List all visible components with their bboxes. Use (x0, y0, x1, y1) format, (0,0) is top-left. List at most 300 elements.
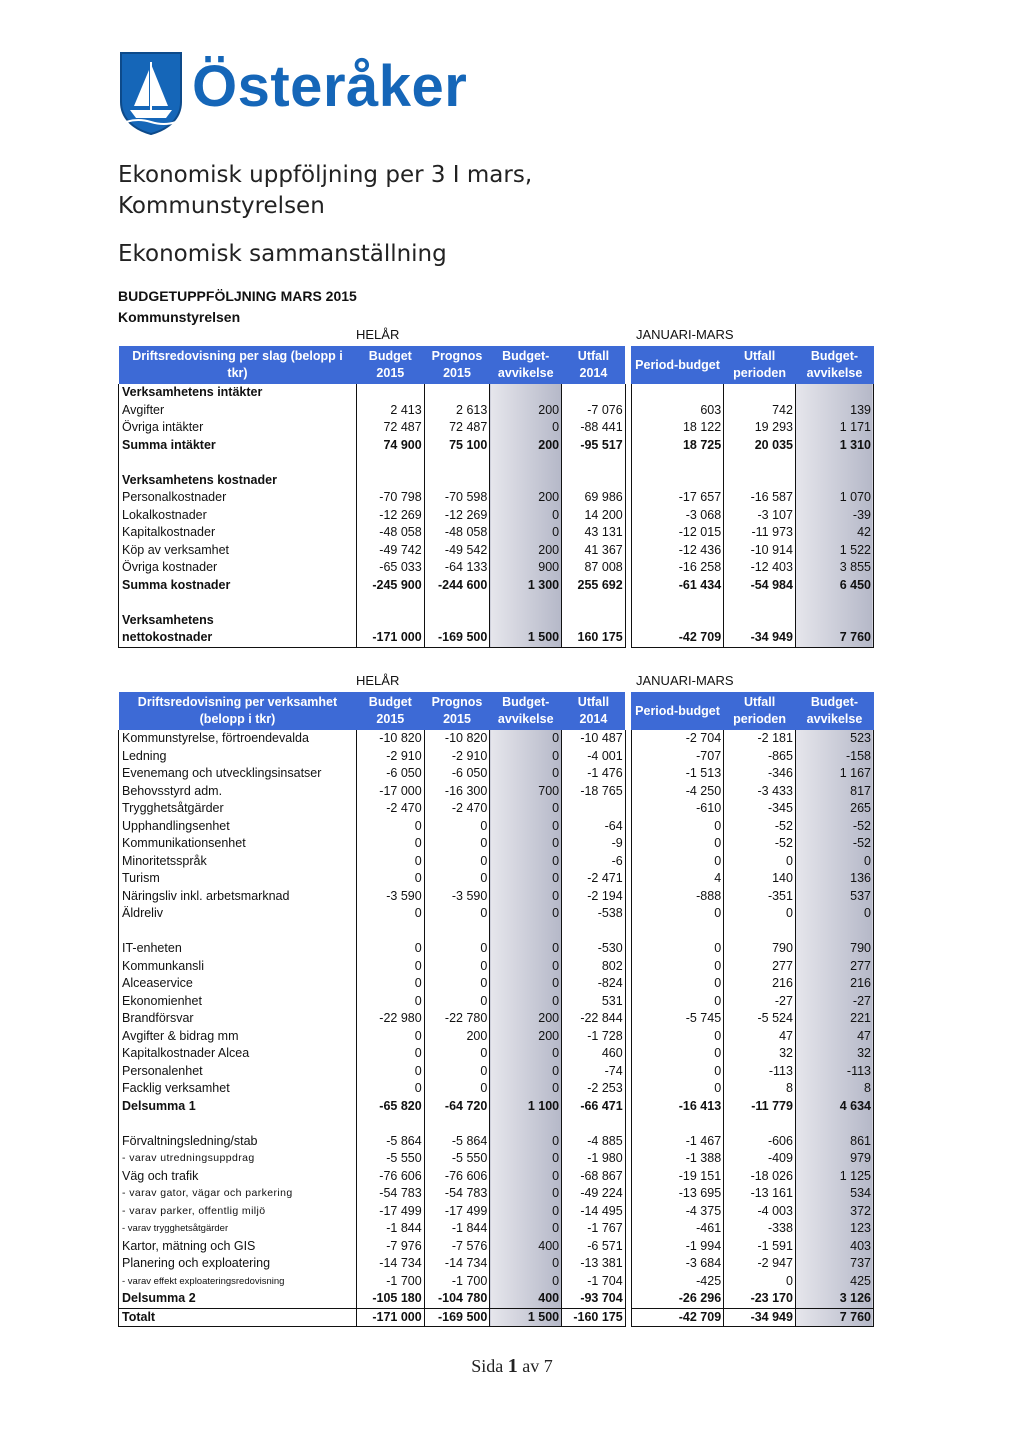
cell-value: -5 550 (424, 1150, 490, 1168)
cell-value: -54 783 (424, 1185, 490, 1203)
cell-value (724, 1115, 796, 1133)
cell-value: -16 300 (424, 783, 490, 801)
cell-value (356, 612, 424, 630)
cell-value: -42 709 (631, 1308, 723, 1327)
cell-value: -34 949 (724, 629, 796, 647)
table-row (119, 905, 874, 923)
cell-value: -351 (724, 888, 796, 906)
cell-value: 0 (424, 905, 490, 923)
cell-value: -66 471 (562, 1098, 626, 1116)
cell-value: -171 000 (356, 629, 424, 647)
table-row (119, 1028, 874, 1046)
cell-value: 75 100 (424, 437, 490, 455)
cell-value: 534 (795, 1185, 873, 1203)
cell-value: -49 542 (424, 542, 490, 560)
cell-value: 0 (424, 993, 490, 1011)
cell-value: 0 (490, 958, 562, 976)
cell-value: -88 441 (562, 419, 626, 437)
cell-value: -93 704 (562, 1290, 626, 1308)
budget-heading: BUDGETUPPFÖLJNING MARS 2015 (118, 288, 357, 304)
cell-value: -74 (562, 1063, 626, 1081)
cell-value: 200 (490, 437, 562, 455)
cell-value: 1 125 (795, 1168, 873, 1186)
cell-value: 0 (631, 853, 723, 871)
table-row (119, 940, 874, 958)
table-row (119, 1255, 874, 1273)
row-label: Avgifter & bidrag mm (119, 1028, 357, 1046)
cell-value: -16 587 (724, 489, 796, 507)
cell-value: 140 (724, 870, 796, 888)
cell-value (562, 454, 626, 472)
cell-value: -7 976 (356, 1238, 424, 1256)
table-row (119, 1150, 874, 1168)
table-row (119, 384, 874, 402)
cell-value: 87 008 (562, 559, 626, 577)
column-header: Budget-avvikelse (795, 346, 873, 384)
cell-value: 0 (356, 993, 424, 1011)
row-label: Kapitalkostnader (119, 524, 357, 542)
cell-value (562, 1115, 626, 1133)
cell-value: -54 984 (724, 577, 796, 595)
row-label (119, 454, 357, 472)
table-row (119, 594, 874, 612)
cell-value: 41 367 (562, 542, 626, 560)
row-label: IT-enheten (119, 940, 357, 958)
page-title: Ekonomisk uppföljning per 3 I mars, (118, 162, 533, 188)
cell-value: -52 (724, 818, 796, 836)
cell-value: -1 994 (631, 1238, 723, 1256)
cell-value: 531 (562, 993, 626, 1011)
cell-value: -3 068 (631, 507, 723, 525)
table-row (119, 472, 874, 490)
cell-value: 4 634 (795, 1098, 873, 1116)
cell-value: 0 (424, 1063, 490, 1081)
cell-value (795, 923, 873, 941)
cell-value: -105 180 (356, 1290, 424, 1308)
table-row (119, 1290, 874, 1308)
cell-value: 0 (424, 975, 490, 993)
cell-value (356, 923, 424, 941)
table-row (119, 1273, 874, 1291)
cell-value: 817 (795, 783, 873, 801)
cell-value: 0 (424, 835, 490, 853)
cell-value: 0 (490, 870, 562, 888)
cell-value: 0 (424, 1045, 490, 1063)
cell-value (490, 1115, 562, 1133)
cell-value: -17 499 (424, 1203, 490, 1221)
table-row (119, 800, 874, 818)
cell-value (490, 594, 562, 612)
cell-value: 0 (724, 1273, 796, 1291)
cell-value: -12 436 (631, 542, 723, 560)
cell-value: 20 035 (724, 437, 796, 455)
table-row (119, 629, 874, 647)
cell-value: 72 487 (424, 419, 490, 437)
cell-value: 200 (490, 1010, 562, 1028)
cell-value: -888 (631, 888, 723, 906)
cell-value: 0 (631, 993, 723, 1011)
cell-value: 0 (490, 800, 562, 818)
cell-value (724, 923, 796, 941)
column-header: Prognos 2015 (424, 346, 490, 384)
cell-value: 0 (631, 1080, 723, 1098)
cell-value: -7 576 (424, 1238, 490, 1256)
row-label: Alceaservice (119, 975, 357, 993)
cell-value: 277 (724, 958, 796, 976)
cell-value: -4 885 (562, 1133, 626, 1151)
cell-value (724, 472, 796, 490)
cell-value: -49 224 (562, 1185, 626, 1203)
cell-value: -1 467 (631, 1133, 723, 1151)
cell-value: -707 (631, 748, 723, 766)
row-label: Lokalkostnader (119, 507, 357, 525)
cell-value: 0 (631, 975, 723, 993)
cell-value (424, 594, 490, 612)
cell-value (724, 612, 796, 630)
cell-value: -425 (631, 1273, 723, 1291)
cell-value: 18 122 (631, 419, 723, 437)
row-label: - varav gator, vägar och parkering (119, 1185, 357, 1203)
cell-value: -18 026 (724, 1168, 796, 1186)
cell-value: 277 (795, 958, 873, 976)
cell-value (356, 594, 424, 612)
cell-value: 0 (631, 1045, 723, 1063)
row-label (119, 1115, 357, 1133)
cell-value: 0 (490, 940, 562, 958)
cell-value: -1 476 (562, 765, 626, 783)
cell-value: -2 910 (356, 748, 424, 766)
cell-value: 1 500 (490, 629, 562, 647)
cell-value: 0 (356, 1045, 424, 1063)
cell-value: -13 695 (631, 1185, 723, 1203)
cell-value: 1 522 (795, 542, 873, 560)
row-label: Kommunstyrelse, förtroendevalda (119, 730, 357, 748)
cell-value: -1 980 (562, 1150, 626, 1168)
footer-prefix: Sida (471, 1356, 504, 1376)
cell-value (631, 454, 723, 472)
cell-value: 200 (490, 1028, 562, 1046)
cell-value: -2 947 (724, 1255, 796, 1273)
table-row (119, 730, 874, 748)
cell-value: 6 450 (795, 577, 873, 595)
cell-value: -11 973 (724, 524, 796, 542)
cell-value: -4 003 (724, 1203, 796, 1221)
cell-value (631, 923, 723, 941)
row-label: Verksamhetens (119, 612, 357, 630)
cell-value: -14 495 (562, 1203, 626, 1221)
cell-value: 0 (490, 1273, 562, 1291)
row-label: Övriga kostnader (119, 559, 357, 577)
cell-value: 790 (795, 940, 873, 958)
cell-value: 255 692 (562, 577, 626, 595)
row-label: Planering och exploatering (119, 1255, 357, 1273)
cell-value: 603 (631, 402, 723, 420)
cell-value: 0 (631, 835, 723, 853)
row-label: Minoritetsspråk (119, 853, 357, 871)
cell-value: -64 720 (424, 1098, 490, 1116)
cell-value: -22 980 (356, 1010, 424, 1028)
cell-value: -3 433 (724, 783, 796, 801)
cell-value: -13 381 (562, 1255, 626, 1273)
cell-value: 72 487 (356, 419, 424, 437)
cell-value: -7 076 (562, 402, 626, 420)
cell-value: 0 (356, 870, 424, 888)
cell-value: 737 (795, 1255, 873, 1273)
cell-value: -22 844 (562, 1010, 626, 1028)
cell-value: 0 (490, 1150, 562, 1168)
cell-value: 0 (356, 1063, 424, 1081)
cell-value (795, 1115, 873, 1133)
cell-value: -64 (562, 818, 626, 836)
cell-value: -4 001 (562, 748, 626, 766)
table-row (119, 1115, 874, 1133)
cell-value: -10 914 (724, 542, 796, 560)
cell-value: -19 151 (631, 1168, 723, 1186)
cell-value: -27 (724, 993, 796, 1011)
cell-value (795, 384, 873, 402)
cell-value: -26 296 (631, 1290, 723, 1308)
table-row (119, 818, 874, 836)
cell-value: -2 704 (631, 730, 723, 748)
cell-value: 7 760 (795, 1308, 873, 1327)
cell-value: -158 (795, 748, 873, 766)
cell-value: 0 (356, 905, 424, 923)
column-header: Budget-avvikelse (795, 692, 873, 730)
column-header: Period-budget (631, 346, 723, 384)
cell-value: -34 949 (724, 1308, 796, 1327)
cell-value: 861 (795, 1133, 873, 1151)
cell-value: -13 161 (724, 1185, 796, 1203)
cell-value: 0 (356, 975, 424, 993)
cell-value (562, 800, 626, 818)
table-row (119, 1098, 874, 1116)
row-label: Kartor, mätning och GIS (119, 1238, 357, 1256)
cell-value: 802 (562, 958, 626, 976)
cell-value (631, 384, 723, 402)
cell-value: 425 (795, 1273, 873, 1291)
cell-value: -3 684 (631, 1255, 723, 1273)
cell-value (724, 454, 796, 472)
footer-mid: av (522, 1356, 540, 1376)
row-label: Verksamhetens intäkter (119, 384, 357, 402)
cell-value: -5 864 (356, 1133, 424, 1151)
table-row (119, 524, 874, 542)
cell-value: 0 (490, 993, 562, 1011)
cell-value: 0 (356, 1080, 424, 1098)
cell-value: -2 253 (562, 1080, 626, 1098)
cell-value (795, 594, 873, 612)
cell-value: 0 (490, 975, 562, 993)
cell-value: -17 657 (631, 489, 723, 507)
period-label-quarter: JANUARI-MARS (636, 327, 734, 342)
row-label: Delsumma 2 (119, 1290, 357, 1308)
cell-value: -5 524 (724, 1010, 796, 1028)
cell-value: -1 728 (562, 1028, 626, 1046)
table-row (119, 437, 874, 455)
row-label: Kommunkansli (119, 958, 357, 976)
cell-value (562, 594, 626, 612)
cell-value: -17 000 (356, 783, 424, 801)
cell-value: -6 050 (424, 765, 490, 783)
cell-value: -538 (562, 905, 626, 923)
cell-value (356, 1115, 424, 1133)
cell-value (490, 454, 562, 472)
table-row (119, 1168, 874, 1186)
row-label: Personalkostnader (119, 489, 357, 507)
cell-value: 0 (795, 853, 873, 871)
cell-value: 1 100 (490, 1098, 562, 1116)
cell-value (490, 923, 562, 941)
row-label: Näringsliv inkl. arbetsmarknad (119, 888, 357, 906)
cell-value: 0 (490, 1220, 562, 1238)
table-row (119, 402, 874, 420)
cell-value: -12 269 (424, 507, 490, 525)
cell-value: -104 780 (424, 1290, 490, 1308)
cell-value (490, 384, 562, 402)
table-row (119, 958, 874, 976)
cell-value: 0 (490, 748, 562, 766)
cell-value: 265 (795, 800, 873, 818)
table-row (119, 835, 874, 853)
period-label-year: HELÅR (356, 327, 400, 342)
row-label: Äldreliv (119, 905, 357, 923)
cell-value: -160 175 (562, 1308, 626, 1327)
cell-value: 160 175 (562, 629, 626, 647)
cell-value: 32 (795, 1045, 873, 1063)
column-header: Utfall 2014 (562, 346, 626, 384)
cell-value: -2 470 (424, 800, 490, 818)
cell-value: 1 070 (795, 489, 873, 507)
cell-value: 74 900 (356, 437, 424, 455)
cell-value: -1 844 (356, 1220, 424, 1238)
cell-value: -865 (724, 748, 796, 766)
cell-value: 0 (356, 853, 424, 871)
cell-value: 0 (490, 1255, 562, 1273)
cell-value: 1 167 (795, 765, 873, 783)
cell-value: 0 (424, 818, 490, 836)
column-header: Budget-avvikelse (490, 346, 562, 384)
cell-value: -1 844 (424, 1220, 490, 1238)
table-header-row (119, 346, 874, 384)
cell-value: -3 107 (724, 507, 796, 525)
column-header: Utfall perioden (724, 346, 796, 384)
table-row (119, 1133, 874, 1151)
cell-value: -14 734 (356, 1255, 424, 1273)
cell-value: -48 058 (356, 524, 424, 542)
cell-value: 0 (490, 853, 562, 871)
row-label: - varav parker, offentlig miljö (119, 1203, 357, 1221)
cell-value: 0 (424, 940, 490, 958)
table-row (119, 870, 874, 888)
footer-page: 1 (507, 1355, 518, 1377)
cell-value: 14 200 (562, 507, 626, 525)
cell-value: 200 (490, 542, 562, 560)
cell-value: 0 (631, 940, 723, 958)
cell-value: 0 (490, 507, 562, 525)
cell-value (631, 594, 723, 612)
cell-value: 32 (724, 1045, 796, 1063)
cell-value: 216 (724, 975, 796, 993)
cell-value (424, 1115, 490, 1133)
cell-value (631, 472, 723, 490)
cell-value: 790 (724, 940, 796, 958)
cell-value (424, 612, 490, 630)
cell-value: 0 (490, 905, 562, 923)
cell-value: -606 (724, 1133, 796, 1151)
cell-value: 200 (424, 1028, 490, 1046)
cell-value: -530 (562, 940, 626, 958)
cell-value: 123 (795, 1220, 873, 1238)
cell-value: -68 867 (562, 1168, 626, 1186)
cell-value: 0 (490, 888, 562, 906)
cell-value: 0 (631, 905, 723, 923)
table-row (119, 454, 874, 472)
cell-value: 523 (795, 730, 873, 748)
cell-value: -9 (562, 835, 626, 853)
cell-value: 0 (356, 958, 424, 976)
column-header: Budget 2015 (356, 692, 424, 730)
row-label: Summa kostnader (119, 577, 357, 595)
cell-value: 18 725 (631, 437, 723, 455)
cell-value: -2 910 (424, 748, 490, 766)
row-label: Ekonomienhet (119, 993, 357, 1011)
cell-value: -2 194 (562, 888, 626, 906)
cell-value: 0 (490, 1133, 562, 1151)
row-label: Köp av verksamhet (119, 542, 357, 560)
cell-value (424, 454, 490, 472)
cell-value: 0 (490, 818, 562, 836)
cell-value: -10 487 (562, 730, 626, 748)
page-title-line2: Kommunstyrelsen (118, 193, 325, 219)
cell-value: -65 033 (356, 559, 424, 577)
cell-value: 7 760 (795, 629, 873, 647)
table-row (119, 1185, 874, 1203)
cell-value (795, 472, 873, 490)
cell-value: -1 767 (562, 1220, 626, 1238)
period-label-year-2: HELÅR (356, 673, 400, 688)
cell-value: 0 (424, 1080, 490, 1098)
table-row (119, 1308, 874, 1327)
cell-value: -3 590 (356, 888, 424, 906)
cell-value: 0 (724, 905, 796, 923)
row-label: Kapitalkostnader Alcea (119, 1045, 357, 1063)
cell-value: -2 470 (356, 800, 424, 818)
cell-value: 0 (795, 905, 873, 923)
cell-value: -52 (795, 818, 873, 836)
row-label: - varav trygghetsåtgärder (119, 1220, 357, 1238)
cell-value (631, 1115, 723, 1133)
row-label: Trygghetsåtgärder (119, 800, 357, 818)
cell-value: 0 (356, 1028, 424, 1046)
cell-value (424, 384, 490, 402)
cell-value: -6 (562, 853, 626, 871)
column-header: Driftsredovisning per verksamhet (belopp i tkr) (119, 692, 357, 730)
table-row (119, 419, 874, 437)
row-label: Personalenhet (119, 1063, 357, 1081)
table-row (119, 888, 874, 906)
cell-value: -76 606 (424, 1168, 490, 1186)
cell-value: -11 779 (724, 1098, 796, 1116)
table-row (119, 975, 874, 993)
row-label: Väg och trafik (119, 1168, 357, 1186)
cell-value: -49 742 (356, 542, 424, 560)
cell-value: -4 375 (631, 1203, 723, 1221)
cell-value: -95 517 (562, 437, 626, 455)
row-label: Behovsstyrd adm. (119, 783, 357, 801)
cell-value: -70 798 (356, 489, 424, 507)
section-title: Ekonomisk sammanställning (118, 241, 447, 267)
cell-value: 47 (724, 1028, 796, 1046)
